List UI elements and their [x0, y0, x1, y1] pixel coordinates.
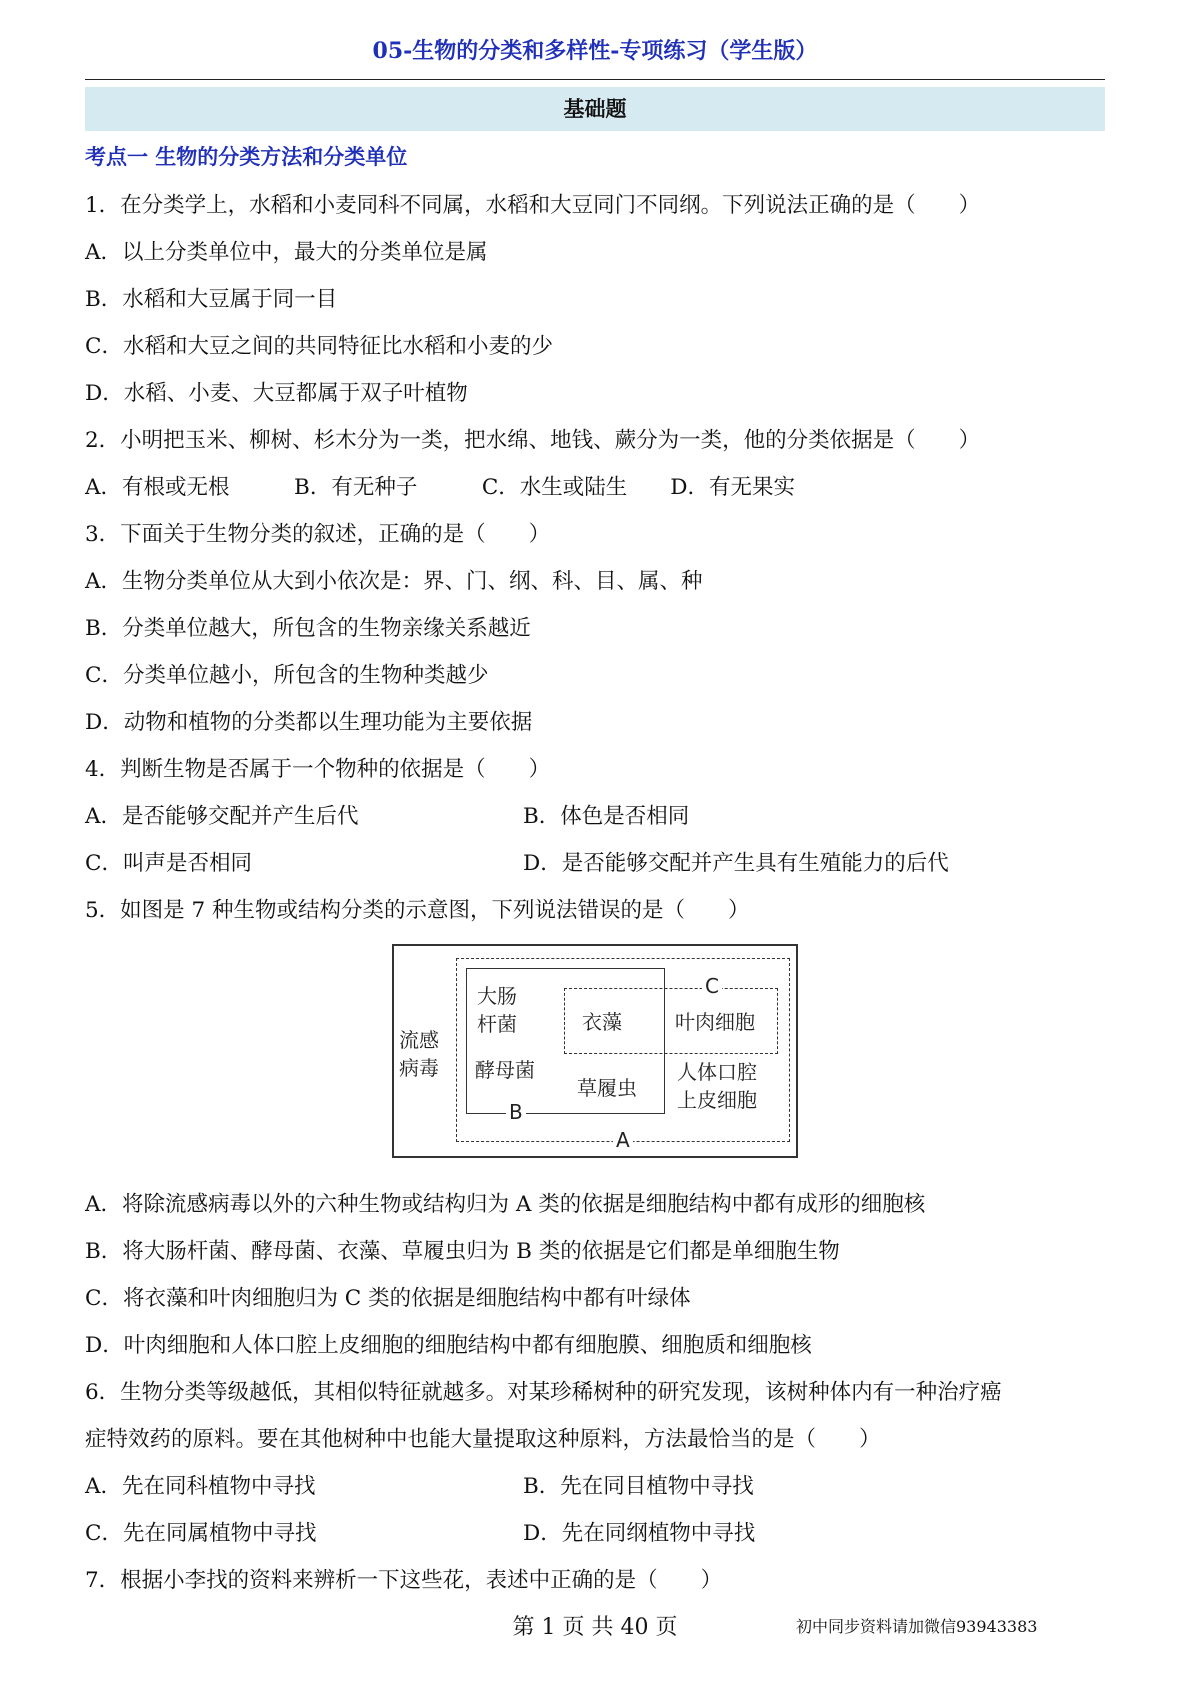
question-1-option-b: B．水稻和大豆属于同一目	[85, 287, 338, 312]
topic-heading: 考点一 生物的分类方法和分类单位	[85, 144, 408, 169]
question-1-option-d: D．水稻、小麦、大豆都属于双子叶植物	[85, 381, 468, 406]
footer-note: 初中同步资料请加微信93943383	[796, 1617, 1038, 1636]
question-5-option-c: C．将衣藻和叶肉细胞归为 C 类的依据是细胞结构中都有叶绿体	[85, 1286, 691, 1311]
question-5-stem: 5．如图是 7 种生物或结构分类的示意图，下列说法错误的是（ ）	[85, 898, 750, 923]
title-rule	[85, 79, 1105, 80]
question-5-option-b: B．将大肠杆菌、酵母菌、衣藻、草履虫归为 B 类的依据是它们都是单细胞生物	[85, 1239, 840, 1264]
question-3-option-a: A．生物分类单位从大到小依次是：界、门、纲、科、目、属、种	[85, 569, 703, 594]
question-7-stem: 7．根据小李找的资料来辨析一下这些花，表述中正确的是（ ）	[85, 1568, 723, 1593]
question-3-option-b: B．分类单位越大，所包含的生物亲缘关系越近	[85, 616, 531, 641]
yeast-label: 酵母菌	[475, 1058, 535, 1082]
group-a-label: A	[613, 1126, 633, 1154]
question-6-option-a: A．先在同科植物中寻找	[85, 1474, 316, 1499]
question-3-option-d: D．动物和植物的分类都以生理功能为主要依据	[85, 710, 533, 735]
question-2-options: A．有根或无根 B．有无种子 C．水生或陆生 D．有无果实	[85, 475, 796, 500]
oral-epithelium-label: 人体口腔 上皮细胞	[677, 1060, 757, 1112]
question-3-stem: 3．下面关于生物分类的叙述，正确的是（ ）	[85, 522, 551, 547]
question-1-stem: 1．在分类学上，水稻和小麦同科不同属，水稻和大豆同门不同纲。下列说法正确的是（ ）	[85, 193, 981, 218]
question-4-option-a: A．是否能够交配并产生后代	[85, 804, 359, 829]
question-6-stem-line-1: 6．生物分类等级越低，其相似特征就越多。对某珍稀树种的研究发现，该树种体内有一种治疗癌	[85, 1380, 1002, 1405]
virus-label: 流感 病毒	[399, 1028, 439, 1080]
question-3-option-c: C．分类单位越小，所包含的生物种类越少	[85, 663, 489, 688]
group-b-label: B	[506, 1098, 526, 1126]
ecoli-label: 大肠 杆菌	[477, 984, 517, 1036]
group-c-label: C	[702, 972, 722, 1000]
paramecium-label: 草履虫	[577, 1076, 637, 1100]
question-4-stem: 4．判断生物是否属于一个物种的依据是（ ）	[85, 757, 551, 782]
page-number: 第 1 页 共 40 页	[512, 1615, 678, 1640]
question-5-option-d: D．叶肉细胞和人体口腔上皮细胞的细胞结构中都有细胞膜、细胞质和细胞核	[85, 1333, 812, 1358]
question-6-option-b: B．先在同目植物中寻找	[523, 1474, 754, 1499]
page-title: 05-生物的分类和多样性-专项练习（学生版）	[372, 38, 818, 64]
section-heading: 基础题	[85, 87, 1105, 131]
question-4-option-c: C．叫声是否相同	[85, 851, 252, 876]
chlamydomonas-label: 衣藻	[582, 1010, 622, 1034]
question-4-option-d: D．是否能够交配并产生具有生殖能力的后代	[523, 851, 949, 876]
question-1-option-c: C．水稻和大豆之间的共同特征比水稻和小麦的少	[85, 334, 553, 359]
question-6-stem-line-2: 症特效药的原料。要在其他树种中也能大量提取这种原料，方法最恰当的是（ ）	[85, 1427, 881, 1452]
question-1-option-a: A．以上分类单位中，最大的分类单位是属	[85, 240, 488, 265]
question-4-option-b: B．体色是否相同	[523, 804, 690, 829]
question-5-option-a: A．将除流感病毒以外的六种生物或结构归为 A 类的依据是细胞结构中都有成形的细胞核	[85, 1192, 926, 1217]
mesophyll-label: 叶肉细胞	[675, 1010, 755, 1034]
classification-diagram	[392, 944, 798, 1158]
question-6-option-d: D．先在同纲植物中寻找	[523, 1521, 756, 1546]
question-2-stem: 2．小明把玉米、柳树、杉木分为一类，把水绵、地钱、蕨分为一类，他的分类依据是（ ）	[85, 428, 981, 453]
question-6-option-c: C．先在同属植物中寻找	[85, 1521, 317, 1546]
